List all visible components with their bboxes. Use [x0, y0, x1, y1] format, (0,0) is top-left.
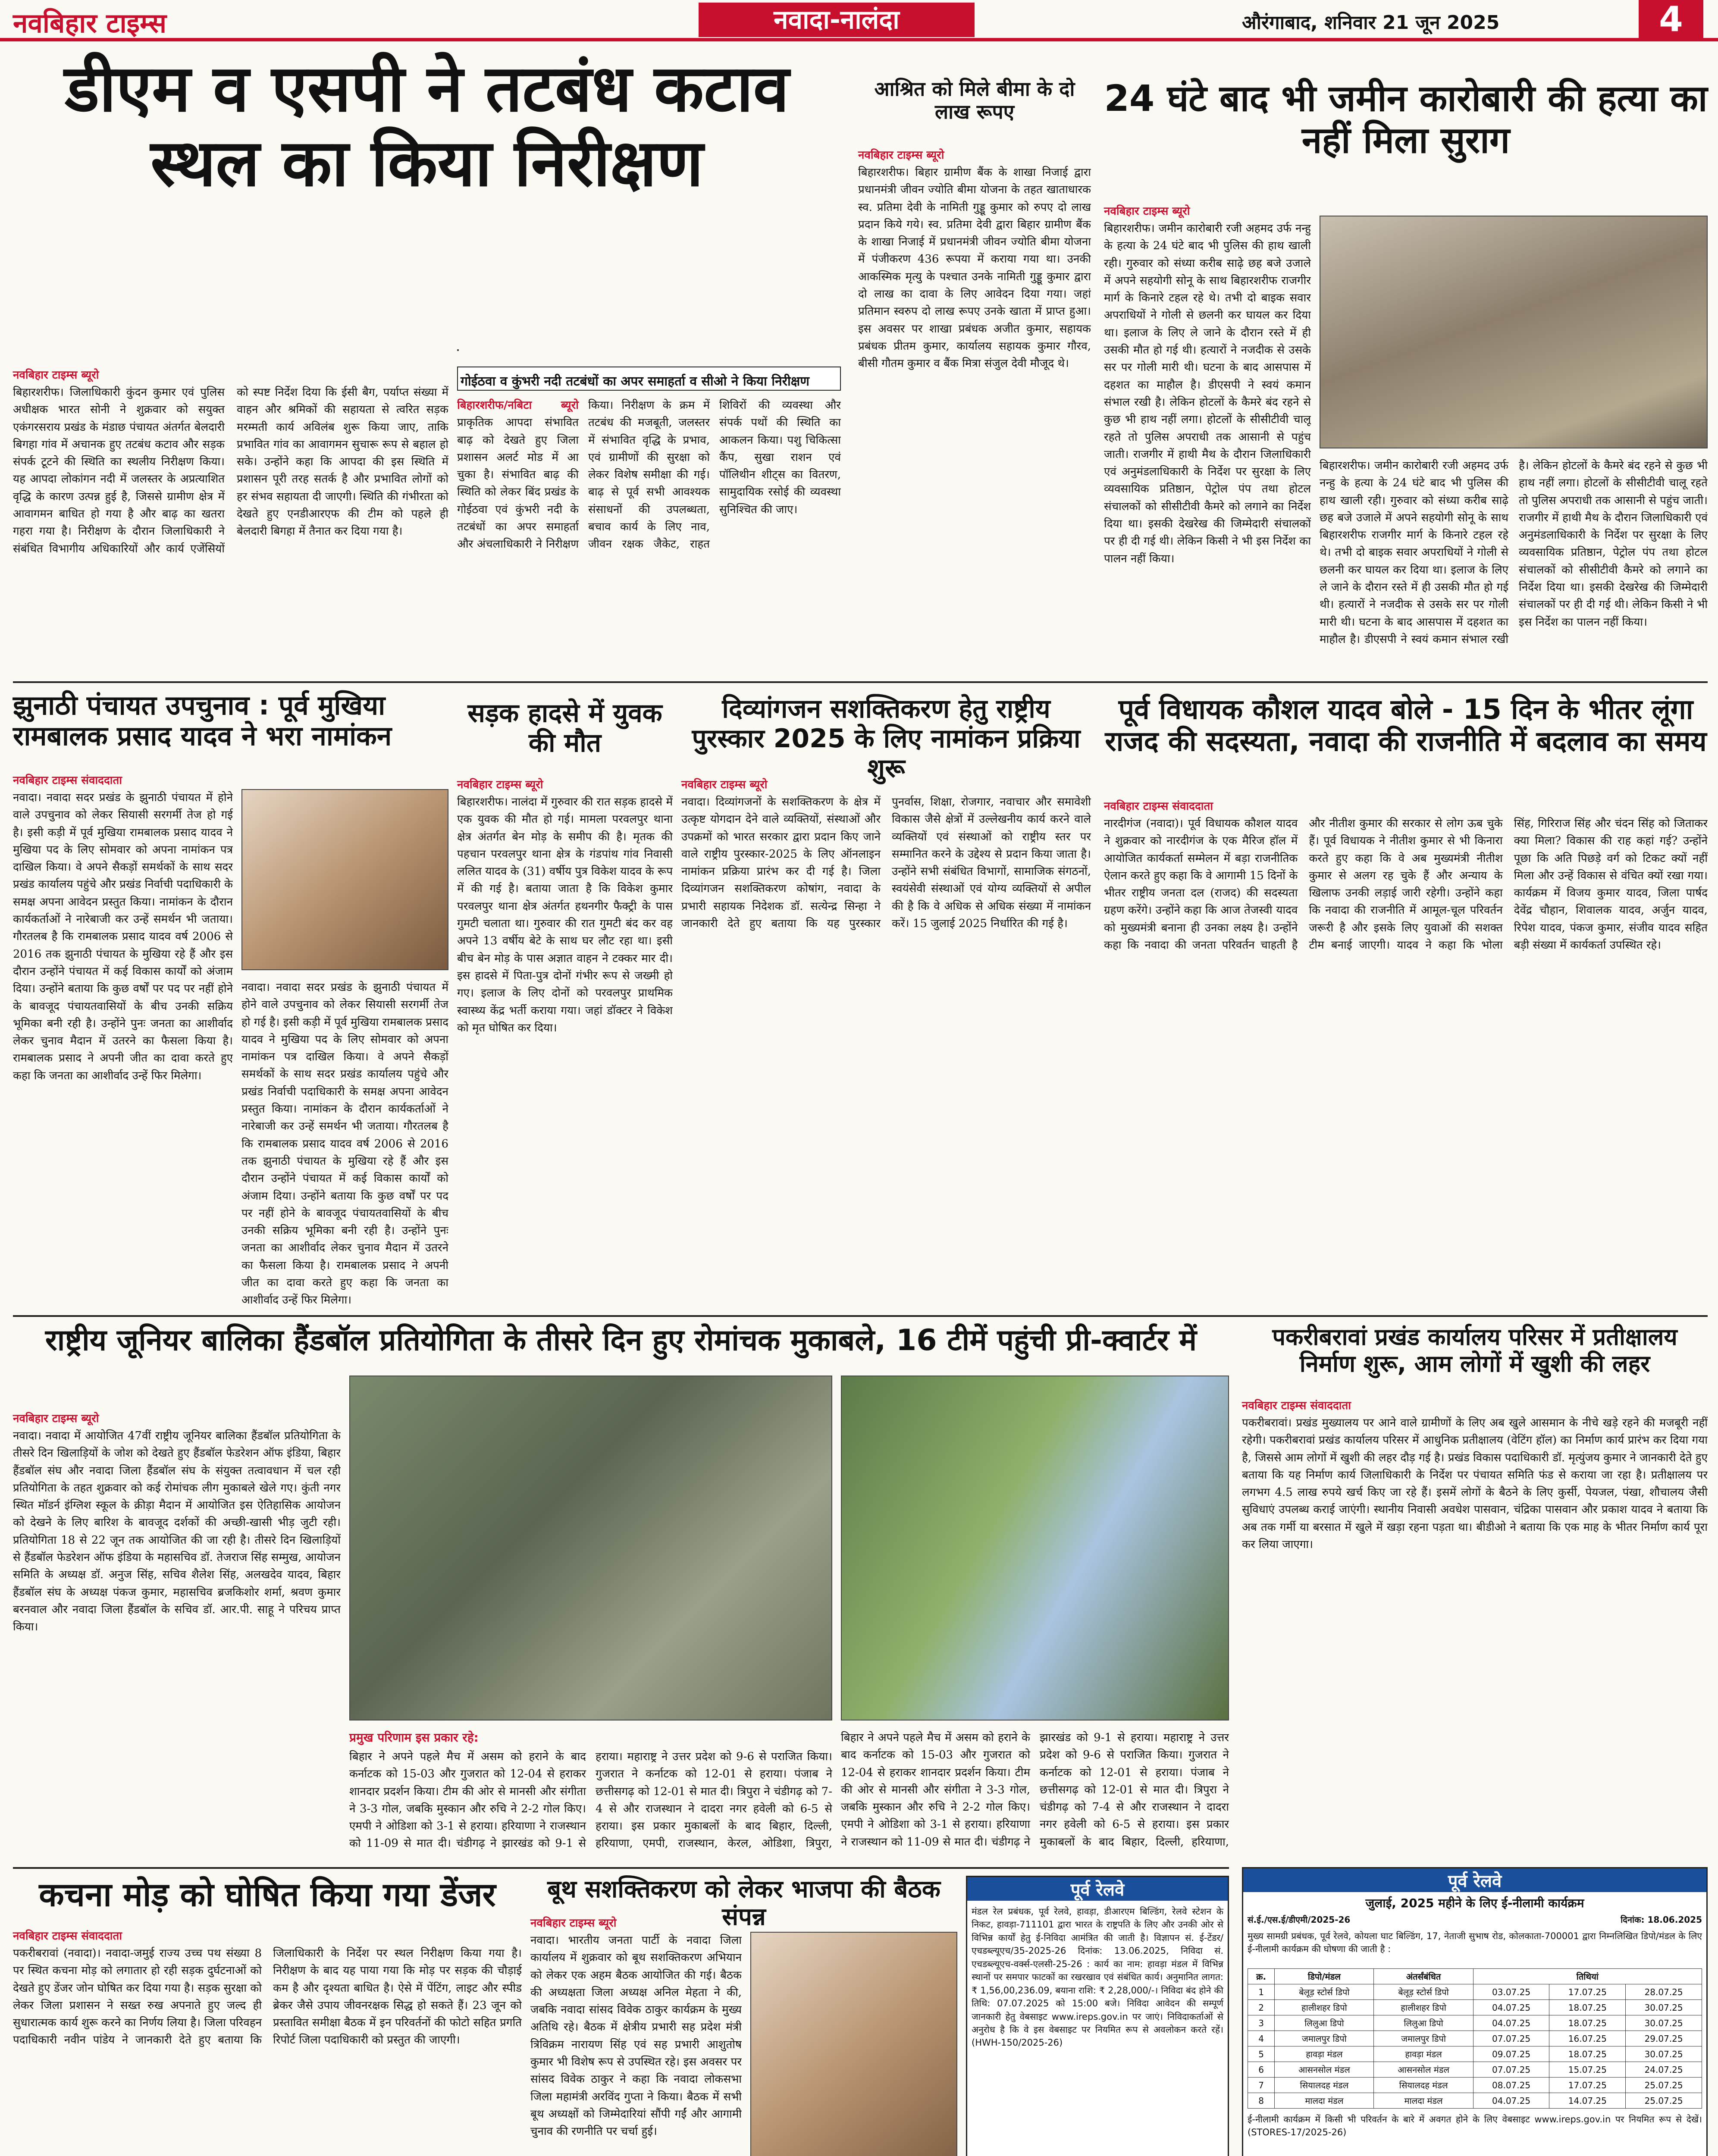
- story11-byline: नवबिहार टाइम्स ब्यूरो: [530, 1917, 617, 1930]
- story3-photo: [1320, 216, 1708, 448]
- auction-table-row: [1248, 2015, 1702, 2031]
- auction-table-cell: 03.07.25: [1473, 1984, 1549, 2000]
- auction-table-cell: हालीशहर डिपो: [1374, 2000, 1473, 2015]
- auction-table-head-cell: क्र.: [1248, 1969, 1275, 1984]
- railway-ad-auction: [1242, 1867, 1708, 2156]
- story2-headline: आश्रित को मिले बीमा के दो लाख रूपए: [874, 77, 1075, 123]
- ad2-notice: सं.ई./एस.ई/डीएमी/2025-26: [1248, 1915, 1351, 1925]
- auction-table-cell: 25.07.25: [1626, 2093, 1702, 2109]
- story8-results-text: बिहार ने अपने पहले मैच में असम को हराने के बाद कर्नाटक को 15-03 और गुजरात को 12-04 से हराकर शानदार प्रदर्शन किया। टीम की ओर से मानसी और संगीता ने 3-3 गोल, जबकि मुस्कान और रुचि ने 2-2 गोल किए। एमपी ने ओडिशा को 3-1 से हराया। हरियाणा ने राजस्थान को 11-09 से मात दी। चंडीगढ़ ने झारखंड को 9-1 से हराया। महाराष्ट्र ने उत्तर प्रदेश को 9-6 से पराजित किया। गुजरात ने कर्नाटक को 12-01 से हराया। पंजाब ने छत्तीसगढ़ को 12-01 से मात दी। त्रिपुरा ने चंडीगढ़ को 7-4 से और राजस्थान ने दादरा नगर हवेली को 6-5 से हराया। इस प्रकार मुकाबलों के बाद बिहार, दिल्ली, हरियाणा, एमपी, राजस्थान, केरल, ओडिशा, त्रिपुरा,: [349, 1750, 832, 1850]
- ad2-table-wrap: [1243, 1968, 1706, 2109]
- auction-table-cell: बेलूड़ स्टोर्स डिपो: [1275, 1984, 1374, 2000]
- ad2-note: ई-नीलामी कार्यक्रम में किसी भी परिवर्तन के बारे में अवगत होने के लिए वेबसाइट www.ireps.gov.in पर नियमित रूप से देखें। (STORES-17/2025-26): [1248, 2114, 1702, 2138]
- story11-photo: [750, 1932, 957, 2156]
- story5-headline: सड़क हादसे में युवक की मौत: [467, 698, 662, 758]
- auction-table-cell: 18.07.25: [1549, 2015, 1626, 2031]
- story10-headline: कचना मोड़ को घोषित किया गया डेंजर: [39, 1875, 496, 1914]
- auction-table-cell: 04.07.25: [1473, 2000, 1549, 2015]
- story2-body: बिहारशरीफ। बिहार ग्रामीण बैंक के शाखा निजाई द्वारा प्रधानमंत्री जीवन ज्योति बीमा योजना के तहत खाताधारक स्व. प्रतिमा देवी के नामिती गुड्डू कुमार को रुपए दो लाख प्रदान किये गये। स्व. प्रतिमा देवी द्वारा बिहार ग्रामीण बैंक के शाखा निजाई में प्रधानमंत्री जीवन ज्योति बीमा योजना में पंजीकरण 436 रूपया में कराया गया था। उनकी आकस्मिक मृत्यु के पश्चात उनके नामिती गुड्डू कुमार द्वारा दो लाख का दावा के लिए आवेदन दिया गया। जहां प्रतिमान स्वरुप दो लाख रूपए उनके खाता में प्राप्त हुआ। इस अवसर पर शाखा प्रबंधक अजीत कुमार, सहायक प्रबंधक प्रीतम कुमार, कार्यालय सहायक कुमार गौरव, बीसी गौतम कुमार व बैंक मित्रा संजुल देवी मौजूद थे।: [858, 166, 1091, 370]
- auction-table-row: [1248, 2000, 1702, 2015]
- story11-headline: बूथ सशक्तिकरण को लेकर भाजपा की बैठक संपन्न: [547, 1875, 941, 1931]
- story4-body-col2: नवादा। नवादा सदर प्रखंड के झुनाठी पंचायत में होने वाले उपचुनाव को लेकर सियासी सरगर्मी तेज हो गई है। इसी कड़ी में पूर्व मुखिया रामबालक प्रसाद यादव ने मुखिया पद के लिए सोमवार को अपना नामांकन पत्र दाखिल किया। वे अपने सैकड़ों समर्थकों के साथ सदर प्रखंड कार्यालय पहुंचे और प्रखंड निर्वाची पदाधिकारी के समक्ष अपना आवेदन प्रस्तुत किया। नामांकन के दौरान कार्यकर्ताओं ने नारेबाजी कर उन्हें समर्थन भी जताया। गौरतलब है कि रामबालक प्रसाद यादव वर्ष 2006 से 2016 तक झुनाठी पंचायत के मुखिया रहे हैं और इस दौरान उन्होंने पंचायत में कई विकास कार्यों को अंजाम दिया। उन्होंने बताया कि कुछ वर्षों पर पद पर नहीं होने के बावजूद पंचायतवासियों के बीच उनकी सक्रिय भूमिका बनी रही है। उन्होंने पुनः जनता का आशीर्वाद लेकर चुनाव मैदान में उतरने का फैसला किया है। रामबालक प्रसाद ने अपनी जीत का दावा करते हुए कहा कि जनता का आशीर्वाद उन्हें फिर मिलेगा।: [241, 981, 448, 1307]
- story1b-headline: गोईठवा व कुंभरी नदी तटबंधों का अपर समाहर्ता व सीओ ने किया निरीक्षण: [461, 374, 809, 389]
- story6-byline: नवबिहार टाइम्स ब्यूरो: [681, 778, 768, 791]
- ad2-notice-row: [1243, 1914, 1706, 1925]
- story5-byline: नवबिहार टाइम्स ब्यूरो: [457, 778, 543, 791]
- auction-table-cell: 4: [1248, 2031, 1275, 2046]
- story1-byline: नवबिहार टाइम्स ब्यूरो: [13, 369, 99, 382]
- auction-table-cell: 25.07.25: [1626, 2078, 1702, 2093]
- auction-table-cell: 08.07.25: [1473, 2078, 1549, 2093]
- auction-table-cell: हावड़ा मंडल: [1275, 2046, 1374, 2062]
- auction-table-cell: हावड़ा मंडल: [1374, 2046, 1473, 2062]
- ad2-intro: मुख्य सामग्री प्रबंधक, पूर्व रेलवे, कोयला घाट बिल्डिंग, 17, नेताजी सुभाष रोड, कोलकाता-700001 द्वारा निम्नलिखित डिपो/मंडल के लिए ई-नीलामी कार्यक्रम की घोषणा की जाती है :: [1248, 1931, 1702, 1955]
- story9-body: पकरीबरावां। प्रखंड मुख्यालय पर आने वाले ग्रामीणों के लिए अब खुले आसमान के नीचे खड़े रहने की मजबूरी नहीं रहेगी। पकरीबरावां प्रखंड कार्यालय परिसर में आधुनिक प्रतीक्षालय (वेटिंग हॉल) का निर्माण कार्य प्रारंभ कर दिया गया है, जिससे आम लोगों में खुशी की लहर दौड़ गई है। प्रखंड विकास पदाधिकारी डॉ. मृत्युंजय कुमार ने जानकारी देते हुए बताया कि यह निर्माण कार्य जिलाधिकारी के निर्देश पर पंचायत समिति फंड से कराया जा रहा है। प्रतीक्षालय पर लगभग 4.5 लाख रुपये खर्च किए जा रहे हैं। इसमें लोगों के बैठने के लिए कुर्सी, पेयजल, पंखा, शौचालय जैसी सुविधाएं उपलब्ध कराई जाएंगी। स्थानीय निवासी अवधेश पासवान, चंद्रिका पासवान और प्रकाश यादव ने बताया कि अब तक गर्मी या बरसात में खुले में खड़ा रहना पड़ता था। बीडीओ ने बताया कि एक माह के भीतर निर्माण कार्य पूरा कर लिया जाएगा।: [1242, 1416, 1708, 1551]
- auction-table-cell: आसनसोल मंडल: [1275, 2062, 1374, 2078]
- auction-table-cell: जमालपुर डिपो: [1275, 2031, 1374, 2046]
- story8-byline: नवबिहार टाइम्स ब्यूरो: [13, 1412, 99, 1425]
- story5-body: बिहारशरीफ। नालंदा में गुरुवार की रात सड़क हादसे में एक युवक की मौत हो गई। मामला परवलपुर थाना क्षेत्र अंतर्गत बेन मोड़ के समीप की है। मृतक की पहचान परवलपुर थाना क्षेत्र के गंडपांथ गांव निवासी ललित यादव के (31) वर्षीय पुत्र विकेश यादव के रूप में की गई है। बताया जाता है कि विकेश कुमार परवलपुर थाना क्षेत्र अंतर्गत हथनगीर फैक्ट्री के पास गुमटी चलाता था। गुरुवार की रात गुमटी बंद कर वह अपने 13 वर्षीय बेटे के साथ घर लौट रहा था। इसी बीच बेन मोड़ के पास अज्ञात वाहन ने टक्कर मार दी। इस हादसे में पिता-पुत्र दोनों गंभीर रूप से जख्मी हो गए। इलाज के लिए दोनों को परवलपुर प्राथमिक स्वास्थ्य केंद्र भर्ती कराया गया। जहां डॉक्टर ने विकेश को मृत घोषित कर दिया।: [457, 796, 673, 1034]
- auction-table-cell: 18.07.25: [1549, 2000, 1626, 2015]
- page-number: 4: [1639, 0, 1703, 39]
- auction-table-cell: 18.07.25: [1549, 2046, 1626, 2062]
- story3-body-col2: बिहारशरीफ। जमीन कारोबारी रजी अहमद उर्फ नन्हु के हत्या के 24 घंटे बाद भी पुलिस की हाथ खाली रही। गुरुवार को संध्या करीब साढ़े छह बजे उजाले में अपने सहयोगी सोनू के साथ बिहारशरीफ राजगीर मार्ग के किनारे टहल रहे थे। तभी दो बाइक सवार अपराधियों ने गोली से छलनी कर घायल कर दिया था। इलाज के लिए ले जाने के दौरान रस्ते में ही उसकी मौत हो गई थी। हत्यारों ने नजदीक से उसके सर पर गोली मारी थी। घटना के बाद आसपास में दहशत का माहौल है। डीएसपी ने स्वयं कमान संभाल रखी है। लेकिन होटलों के कैमरे बंद रहने से कुछ भी हाथ नहीं लगा। होटलों के सीसीटीवी चालू रहते तो पुलिस अपराधी तक आसानी से पहुंच जाती। राजगीर में हाथी मैथ के दौरान जिलाधिकारी एवं अनुमंडलाधिकारी के निर्देश पर सुरक्षा के लिए व्यवसायिक प्रतिष्ठान, पेट्रोल पंप तथा होटल संचालकों को सीसीटीवी कैमरे को लगाने का निर्देश दिया था। इसकी देखरेख की जिम्मेदारी संचालकों पर ही दी गई थी। लेकिन किसी ने भी इस निर्देश का पालन नहीं किया।: [1320, 459, 1708, 646]
- story11-body: नवादा। भारतीय जनता पार्टी के नवादा जिला कार्यालय में शुक्रवार को बूथ सशक्तिकरण अभियान को लेकर एक अहम बैठक आयोजित की गई। बैठक की अध्यक्षता जिला अध्यक्ष अनिल मेहता ने की, जबकि नवादा सांसद विवेक ठाकुर कार्यक्रम के मुख्य अतिथि रहे। बैठक में क्षेत्रीय प्रभारी सह प्रदेश मंत्री त्रिविक्रम नारायण सिंह एवं सह प्रभारी आशुतोष कुमार भी विशेष रूप से उपस्थित रहे। इस अवसर पर सांसद विवेक ठाकुर ने कहा कि नवादा लोकसभा जिला महामंत्री अरविंद गुप्ता ने किया। बैठक में सभी बूथ अध्यक्षों को जिम्मेदारियां सौंपी गईं और आगामी चुनाव की रणनीति पर चर्चा हुई।: [530, 1934, 742, 2138]
- auction-table-cell: 29.07.25: [1626, 2031, 1702, 2046]
- story2-byline: नवबिहार टाइम्स ब्यूरो: [858, 149, 944, 162]
- story8-results-title: प्रमुख परिणाम इस प्रकार रहे:: [349, 1730, 479, 1745]
- auction-table-cell: 7: [1248, 2078, 1275, 2093]
- story10-byline: नवबिहार टाइम्स संवाददाता: [13, 1930, 122, 1943]
- ad2-org: पूर्व रेलवे: [1243, 1868, 1706, 1892]
- auction-table-row: [1248, 2046, 1702, 2062]
- story6-headline: दिव्यांगजन सशक्तिकरण हेतु राष्ट्रीय पुरस्कार 2025 के लिए नामांकन प्रक्रिया शुरू: [692, 694, 1081, 783]
- spacer: [457, 349, 459, 351]
- auction-table-row: [1248, 2062, 1702, 2078]
- story8-headline: राष्ट्रीय जूनियर बालिका हैंडबॉल प्रतियोगिता के तीसरे दिन हुए रोमांचक मुकाबले, 16 टीमें पहुंची प्री-क्वार्टर में: [45, 1323, 1197, 1357]
- story4-photo: [241, 789, 448, 970]
- auction-table-head-cell: डिपो/मंडल: [1275, 1969, 1374, 1984]
- auction-table-cell: सियालदह मंडल: [1275, 2078, 1374, 2093]
- auction-table-cell: 15.07.25: [1549, 2062, 1626, 2078]
- story4-byline: नवबिहार टाइम्स संवाददाता: [13, 774, 122, 787]
- story3-body-col1: बिहारशरीफ। जमीन कारोबारी रजी अहमद उर्फ नन्हु के हत्या के 24 घंटे बाद भी पुलिस की हाथ खाली रही। गुरुवार को संध्या करीब साढ़े छह बजे उजाले में अपने सहयोगी सोनू के साथ बिहारशरीफ राजगीर मार्ग के किनारे टहल रहे थे। तभी दो बाइक सवार अपराधियों ने गोली से छलनी कर घायल कर दिया था। इलाज के लिए ले जाने के दौरान रस्ते में ही उसकी मौत हो गई थी। हत्यारों ने नजदीक से उसके सर पर गोली मारी थी। घटना के बाद आसपास में दहशत का माहौल है। डीएसपी ने स्वयं कमान संभाल रखी है। लेकिन होटलों के कैमरे बंद रहने से कुछ भी हाथ नहीं लगा। होटलों के सीसीटीवी चालू रहते तो पुलिस अपराधी तक आसानी से पहुंच जाती। राजगीर में हाथी मैथ के दौरान जिलाधिकारी एवं अनुमंडलाधिकारी के निर्देश पर सुरक्षा के लिए व्यवसायिक प्रतिष्ठान, पेट्रोल पंप तथा होटल संचालकों को सीसीटीवी कैमरे को लगाने का निर्देश दिया था। इसकी देखरेख की जिम्मेदारी संचालकों पर ही दी गई थी। लेकिन किसी ने भी इस निर्देश का पालन नहीं किया।: [1104, 222, 1311, 565]
- auction-table-cell: मालदा मंडल: [1275, 2093, 1374, 2109]
- divider: [13, 1315, 1708, 1317]
- auction-table-cell: लिलुआ डिपो: [1374, 2015, 1473, 2031]
- story1-headline: डीएम व एसपी ने तटबंध कटाव स्थल का किया निरीक्षण: [65, 51, 789, 201]
- auction-table-cell: 04.07.25: [1473, 2015, 1549, 2031]
- auction-table-cell: 07.07.25: [1473, 2062, 1549, 2078]
- story1b-headline-box: [457, 367, 841, 391]
- masthead: [0, 0, 1718, 41]
- story8-photo-1: [349, 1376, 832, 1720]
- auction-table-row: [1248, 2093, 1702, 2109]
- story10-body: पकरीबरावां (नवादा)। नवादा-जमुई राज्य उच्च पथ संख्या 8 पर स्थित कचना मोड़ को लगातार हो रही सड़क दुर्घटनाओं को देखते हुए डेंजर जोन घोषित कर दिया गया है। सड़क सुरक्षा को लेकर जिला प्रशासन ने सख्त रुख अपनाते हुए जल्द ही सुधारात्मक कार्य शुरू करने का निर्णय लिया है। जिला परिवहन पदाधिकारी नवीन पांडेय ने जानकारी देते हुए बताया कि जिलाधिकारी के निर्देश पर स्थल निरीक्षण किया गया है। निरीक्षण के बाद यह पाया गया कि मोड़ पर सड़क की चौड़ाई कम है और दृश्यता बाधित है। ऐसे में पेंटिंग, लाइट और स्पीड ब्रेकर जैसे उपाय जीवनरक्षक सिद्ध हो सकते हैं। 23 जून को प्रस्तावित समीक्षा बैठक में इन परिवर्तनों की फोटो सहित प्रगति रिपोर्ट जिला पदाधिकारी को प्रस्तुत की जाएगी।: [13, 1947, 522, 2047]
- story8-results: [349, 1729, 832, 1858]
- story7-byline: नवबिहार टाइम्स संवाददाता: [1104, 800, 1213, 813]
- story1b-text: प्राकृतिक आपदा संभावित बाढ़ को देखते हुए जिला प्रशासन अलर्ट मोड में आ चुका है। संभावित बाढ़ की स्थिति को लेकर बिंद प्रखंड के गोईठवा एवं कुंभरी नदी के तटबंधों का अपर समाहर्ता और अंचलाधिकारी ने निरीक्षण किया। निरीक्षण के क्रम में तटबंध की मजबूती, जलस्तर में संभावित वृद्धि के प्रभाव, एवं ग्रामीणों की सुरक्षा को लेकर विशेष समीक्षा की गई। बाढ़ से पूर्व सभी आवश्यक संसाधनों की उपलब्धता, बचाव कार्य के लिए नाव, जीवन रक्षक जैकेट, राहत शिविरों की व्यवस्था और संपर्क पथों की स्थिति का आकलन किया। पशु चिकित्सा कैंप, सुखा राशन एवं पॉलिथीन शीट्स का वितरण, सामुदायिक रसोई की व्यवस्था सुनिश्चित की जाए।: [457, 399, 841, 551]
- auction-table-cell: मालदा मंडल: [1374, 2093, 1473, 2109]
- auction-table-cell: 14.07.25: [1549, 2093, 1626, 2109]
- auction-table-cell: लिलुआ डिपो: [1275, 2015, 1374, 2031]
- auction-table: [1248, 1968, 1702, 2109]
- divider: [13, 681, 1708, 683]
- story9-headline: पकरीबरावां प्रखंड कार्यालय परिसर में प्रतीक्षालय निर्माण शुरू, आम लोगों में खुशी की लहर: [1272, 1323, 1677, 1378]
- auction-table-cell: 30.07.25: [1626, 2046, 1702, 2062]
- story8-body-col1: नवादा। नवादा में आयोजित 47वीं राष्ट्रीय जूनियर बालिका हैंडबॉल प्रतियोगिता के तीसरे दिन खिलाड़ियों के जोश को देखते हुए हैंडबॉल फेडरेशन ऑफ इंडिया, बिहार हैंडबॉल संघ और नवादा जिला हैंडबॉल संघ के संयुक्त तत्वावधान में चल रही प्रतियोगिता के तहत शुक्रवार को कई रोमांचक लीग मुकाबले खेले गए। कुंती नगर स्थित मॉडर्न इंग्लिश स्कूल के क्रीड़ा मैदान में आयोजित इस ऐतिहासिक आयोजन को देखने के लिए बारिश के बावजूद दर्शकों की अच्छी-खासी भीड़ जुटी रही। प्रतियोगिता 18 से 22 जून तक आयोजित की जा रही है। तीसरे दिन खिलाड़ियों से हैंडबॉल फेडरेशन ऑफ इंडिया के महासचिव डॉ. तेजराज सिंह सम्मुख, आयोजन समिति के अध्यक्ष डॉ. अनुज सिंह, सचिव शैलेश सिंह, अलखदेव यादव, बिहार हैंडबॉल संघ के अध्यक्ष पंकज कुमार, महासचिव ब्रजकिशोर शर्मा, श्रवण कुमार बरनवाल और नवादा जिला हैंडबॉल के सचिव डॉ. आर.पी. साहू ने परिचय प्राप्त किया।: [13, 1429, 341, 1634]
- auction-table-cell: 30.07.25: [1626, 2000, 1702, 2015]
- auction-table-cell: 30.07.25: [1626, 2015, 1702, 2031]
- story4-headline: झुनाठी पंचायत उपचुनाव : पूर्व मुखिया रामबालक प्रसाद यादव ने भरा नामांकन: [13, 689, 392, 752]
- auction-table-row: [1248, 2078, 1702, 2093]
- auction-table-cell: 8: [1248, 2093, 1275, 2109]
- auction-table-cell: 17.07.25: [1549, 2078, 1626, 2093]
- story4-body-col1: नवादा। नवादा सदर प्रखंड के झुनाठी पंचायत में होने वाले उपचुनाव को लेकर सियासी सरगर्मी तेज हो गई है। इसी कड़ी में पूर्व मुखिया रामबालक प्रसाद यादव ने मुखिया पद के लिए सोमवार को अपना नामांकन पत्र दाखिल किया। वे अपने सैकड़ों समर्थकों के साथ सदर प्रखंड कार्यालय पहुंचे और प्रखंड निर्वाची पदाधिकारी के समक्ष अपना आवेदन प्रस्तुत किया। नामांकन के दौरान कार्यकर्ताओं ने नारेबाजी कर उन्हें समर्थन भी जताया। गौरतलब है कि रामबालक प्रसाद यादव वर्ष 2006 से 2016 तक झुनाठी पंचायत के मुखिया रहे हैं और इस दौरान उन्होंने पंचायत में कई विकास कार्यों को अंजाम दिया। उन्होंने बताया कि कुछ वर्षों पर पद पर नहीं होने के बावजूद पंचायतवासियों के बीच उनकी सक्रिय भूमिका बनी रही है। उन्होंने पुनः जनता का आशीर्वाद लेकर चुनाव मैदान में उतरने का फैसला किया है। रामबालक प्रसाद ने अपनी जीत का दावा करते हुए कहा कि जनता का आशीर्वाद उन्हें फिर मिलेगा।: [13, 791, 233, 1082]
- auction-table-cell: 17.07.25: [1549, 1984, 1626, 2000]
- story1-body: बिहारशरीफ। जिलाधिकारी कुंदन कुमार एवं पुलिस अधीक्षक भारत सोनी ने शुक्रवार को सयुक्त एकंगरसराय प्रखंड के मंडाछ पंचायत अंतर्गत बेलदारी बिगहा गांव में अचानक हुए तटबंध कटाव और सड़क संपर्क टूटने की स्थिति का स्थलीय निरीक्षण किया। यह आपदा लोकांगन नदी में जलस्तर के अप्रत्याशित वृद्धि के कारण उत्पन्न हुई है, जिससे ग्रामीण क्षेत्र में आवागमन बाधित हो गया है और बाढ़ का खतरा गहरा गया है। निरीक्षण के दौरान जिलाधिकारी ने संबंधित विभागीय अधिकारियों और कार्य एजेंसियों को स्पष्ट निर्देश दिया कि ईसी बैग, पर्याप्त संख्या में वाहन और श्रमिकों की सहायता से त्वरित सड़क मरम्मती कार्य अविलंब शुरू किया जाए, ताकि प्रभावित गांव का आवागमन सुचारू रूप से बहाल हो सके। उन्होंने कहा कि आपदा की इस स्थिति में प्रशासन पूरी तरह सतर्क है और प्रभावित लोगों को हर संभव सहायता दी जाएगी। स्थिति की गंभीरता को देखते हुए एनडीआरएफ की टीम को पहले ही बेलदारी बिगहा में तैनात कर दिया गया है।: [13, 386, 448, 555]
- auction-table-cell: 28.07.25: [1626, 1984, 1702, 2000]
- auction-table-cell: हालीशहर डिपो: [1275, 2000, 1374, 2015]
- auction-table-cell: 3: [1248, 2015, 1275, 2031]
- auction-table-cell: बेलूड़ स्टोर्स डिपो: [1374, 1984, 1473, 2000]
- auction-table-cell: 2: [1248, 2000, 1275, 2015]
- story1b-byline: बिहारशरीफ/नबिटा ब्यूरो: [457, 399, 579, 412]
- auction-table-head-cell: अंतर्संबंधित: [1374, 1969, 1473, 1984]
- story6-body: नवादा। दिव्यांगजनों के सशक्तिकरण के क्षेत्र में उत्कृष्ट योगदान देने वाले व्यक्तियों, संस्थाओं और उपक्रमों को भारत सरकार द्वारा प्रदान किए जाने वाले राष्ट्रीय पुरस्कार-2025 के लिए ऑनलाइन नामांकन प्रक्रिया प्रारंभ कर दी गई है। जिला दिव्यांगजन सशक्तिकरण कोषांग, नवादा के प्रभारी सहायक निदेशक डॉ. सत्येन्द्र सिन्हा ने जानकारी देते हुए बताया कि यह पुरस्कार पुनर्वास, शिक्षा, रोजगार, नवाचार और समावेशी विकास जैसे क्षेत्रों में उल्लेखनीय कार्य करने वाले व्यक्तियों एवं संस्थाओं को राष्ट्रीय स्तर पर सम्मानित करने के उद्देश्य से प्रदान किया जाता है। उन्होंने सभी संबंधित विभागों, सामाजिक संगठनों, स्वयंसेवी संस्थाओं एवं योग्य व्यक्तियों से अपील की है कि वे अधिक से अधिक संख्या में नामांकन करें। 15 जुलाई 2025 निर्धारित की गई है।: [681, 796, 1091, 931]
- region-banner: नवादा-नालंदा: [699, 3, 975, 37]
- story8-photo-2: [841, 1376, 1229, 1720]
- auction-table-head-cell: तिथियां: [1473, 1969, 1702, 1984]
- ad1-text: मंडल रेल प्रबंधक, पूर्व रेलवे, हावड़ा, डीआरएम बिल्डिंग, रेलवे स्टेशन के निकट, हावड़ा-711101 द्वारा भारत के राष्ट्रपति के लिए और उनकी ओर से विभिन्न कार्यों हेतु ई-निविदा आमंत्रित की जाती है। विज्ञापन सं. ई-टेंडर/एचडब्ल्यूएच/35-2025-26 दिनांक: 13.06.2025, निविदा सं. एचडब्ल्यूएच-वर्क्स-एलसी-25-26 : कार्य का नाम: हावड़ा मंडल में विभिन्न स्थानों पर समपार फाटकों का रखरखाव एवं संबंधित कार्य। अनुमानित लागत: ₹ 1,56,00,236.09, बयाना राशि: ₹ 2,28,000/-। निविदा बंद होने की तिथि: 07.07.2025 को 15:00 बजे। निविदा आवेदन की सम्पूर्ण जानकारी हेतु वेबसाइट www.ireps.gov.in पर जाएं। निविदाकर्ताओं से अनुरोध है कि वे इस वेबसाइट पर नियमित रूप से अवलोकन करते रहें। (HWH-150/2025-26): [972, 1906, 1223, 2048]
- auction-table-header: [1248, 1969, 1702, 1984]
- auction-table-cell: सियालदह मंडल: [1374, 2078, 1473, 2093]
- divider: [13, 1867, 1229, 1869]
- story3-headline: 24 घंटे बाद भी जमीन कारोबारी की हत्या का नहीं मिला सुराग: [1104, 77, 1708, 161]
- story7-body: नारदीगंज (नवादा)। पूर्व विधायक कौशल यादव ने शुक्रवार को नारदीगंज के एक मैरिज हॉल में आयोजित कार्यकर्ता सम्मेलन में बड़ा राजनीतिक ऐलान करते हुए कहा कि वे आगामी 15 दिनों के भीतर राष्ट्रीय जनता दल (राजद) की सदस्यता ग्रहण करेंगे। उन्होंने कहा कि आज तेजस्वी यादव को मुख्यमंत्री बनाना ही उनका लक्ष्य है। उन्होंने कहा कि नवादा की जनता परिवर्तन चाहती है और नीतीश कुमार की सरकार से लोग ऊब चुके हैं। पूर्व विधायक ने नीतीश कुमार से भी किनारा करते हुए कहा कि वे अब मुख्यमंत्री नीतीश कुमार से अलग रह चुके हैं और अन्याय के खिलाफ उनकी लड़ाई जारी रहेगी। उन्होंने कहा कि नवादा की राजनीति में आमूल-चूल परिवर्तन जरूरी है और इसके लिए युवाओं की सशक्त टीम बनाई जाएगी। यादव ने कहा कि भोला सिंह, गिरिराज सिंह और चंदन सिंह को जिताकर क्या मिला? विकास की राह कहां गई? उन्होंने पूछा कि अति पिछड़े वर्ग को टिकट क्यों नहीं मिला और उन्हें विकास से वंचित क्यों रखा गया। कार्यक्रम में विजय कुमार यादव, जिला पार्षद देवेंद्र चौहान, शिवालक यादव, अर्जुन यादव, रिपेश यादव, पंकज कुमार, संजीव यादव सहित बड़ी संख्या में कार्यकर्ता उपस्थित रहे।: [1104, 817, 1708, 952]
- paper-name: नवबिहार टाइम्स: [13, 7, 167, 39]
- auction-table-cell: 6: [1248, 2062, 1275, 2078]
- auction-table-cell: 09.07.25: [1473, 2046, 1549, 2062]
- auction-table-row: [1248, 1984, 1702, 2000]
- auction-table-cell: 1: [1248, 1984, 1275, 2000]
- auction-table-cell: आसनसोल मंडल: [1374, 2062, 1473, 2078]
- auction-table-cell: 16.07.25: [1549, 2031, 1626, 2046]
- railway-ad-tender: [966, 1876, 1229, 2156]
- auction-table-row: [1248, 2031, 1702, 2046]
- story1b-body: [457, 397, 841, 673]
- issue-date: औरंगाबाद, शनिवार 21 जून 2025: [1242, 12, 1500, 34]
- story9-byline: नवबिहार टाइम्स संवाददाता: [1242, 1399, 1351, 1412]
- story7-headline: पूर्व विधायक कौशल यादव बोले - 15 दिन के भीतर लूंगा राजद की सदस्यता, नवादा की राजनीति में बदलाव का समय: [1105, 694, 1707, 758]
- ad1-org: पूर्व रेलवे: [967, 1877, 1228, 1901]
- auction-table-cell: 5: [1248, 2046, 1275, 2062]
- story3-byline: नवबिहार टाइम्स ब्यूरो: [1104, 205, 1190, 218]
- ad2-title: जुलाई, 2025 महीने के लिए ई-नीलामी कार्यक्रम: [1365, 1896, 1584, 1910]
- auction-table-cell: 24.07.25: [1626, 2062, 1702, 2078]
- ad2-notice-date: दिनांक: 18.06.2025: [1621, 1915, 1702, 1925]
- auction-table-body: [1248, 1984, 1702, 2109]
- auction-table-cell: 04.07.25: [1473, 2093, 1549, 2109]
- story8-body-col3: बिहार ने अपने पहले मैच में असम को हराने के बाद कर्नाटक को 15-03 और गुजरात को 12-04 से हराकर शानदार प्रदर्शन किया। टीम की ओर से मानसी और संगीता ने 3-3 गोल, जबकि मुस्कान और रुचि ने 2-2 गोल किए। एमपी ने ओडिशा को 3-1 से हराया। हरियाणा ने राजस्थान को 11-09 से मात दी। चंडीगढ़ ने झारखंड को 9-1 से हराया। महाराष्ट्र ने उत्तर प्रदेश को 9-6 से पराजित किया। गुजरात ने कर्नाटक को 12-01 से हराया। पंजाब ने छत्तीसगढ़ को 12-01 से मात दी। त्रिपुरा ने चंडीगढ़ को 7-4 से और राजस्थान ने दादरा नगर हवेली को 6-5 से हराया। इस प्रकार मुकाबलों के बाद बिहार, दिल्ली, हरियाणा,: [841, 1731, 1229, 1849]
- auction-table-cell: जमालपुर डिपो: [1374, 2031, 1473, 2046]
- auction-table-cell: 07.07.25: [1473, 2031, 1549, 2046]
